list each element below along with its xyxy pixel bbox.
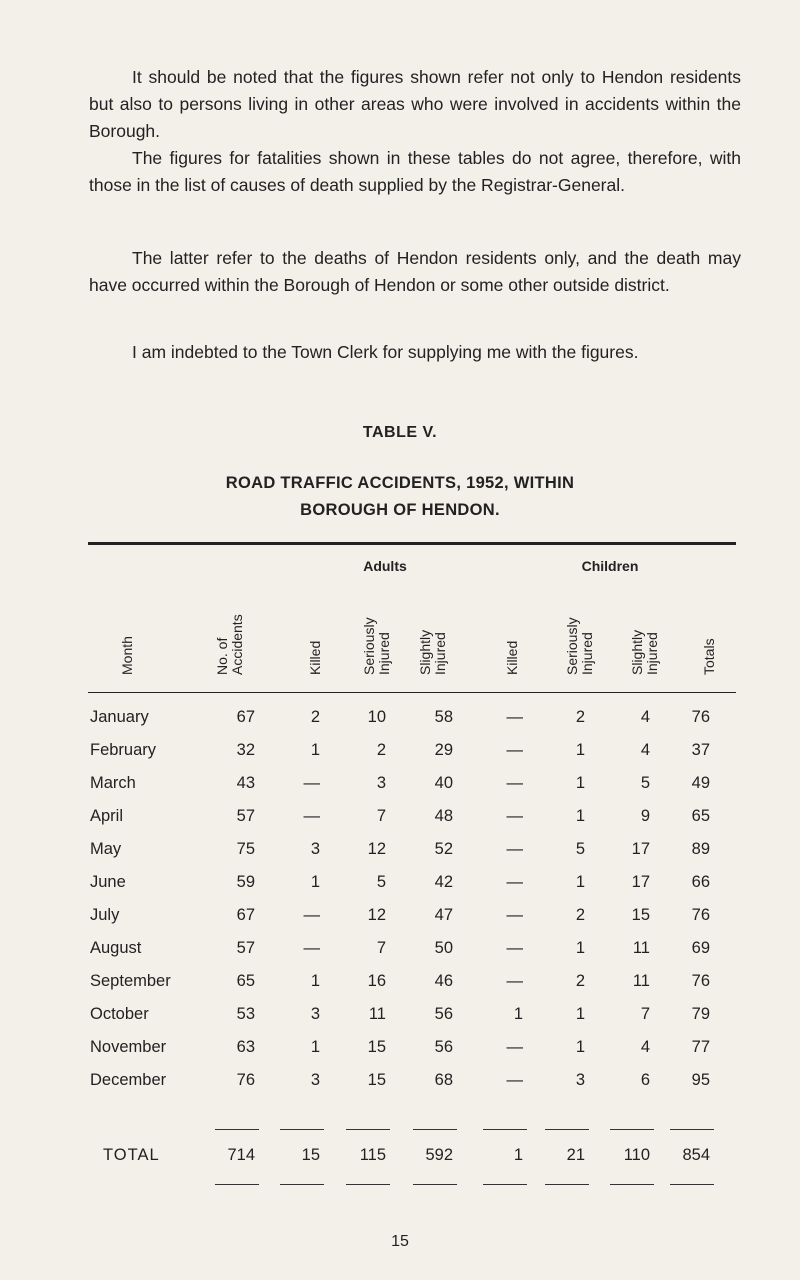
column-header: Month bbox=[119, 636, 135, 675]
group-adults: Adults bbox=[363, 558, 407, 574]
table-cell: 42 bbox=[434, 873, 453, 891]
table-cell: 32 bbox=[236, 741, 255, 759]
total-rule bbox=[280, 1129, 324, 1130]
row-month: July bbox=[90, 906, 120, 924]
total-rule bbox=[545, 1184, 589, 1185]
total-rule bbox=[346, 1129, 390, 1130]
table-cell: 11 bbox=[632, 972, 650, 990]
table-cell: 12 bbox=[367, 906, 386, 924]
column-header: Totals bbox=[701, 638, 717, 675]
table-cell: 48 bbox=[434, 807, 453, 825]
table-cell: 1 bbox=[310, 741, 320, 759]
table-cell: 37 bbox=[691, 741, 710, 759]
table-cell: 3 bbox=[310, 1005, 320, 1023]
paragraph-4: I am indebted to the Town Clerk for supplying me with the figures. bbox=[132, 342, 639, 362]
table-cell: 10 bbox=[367, 708, 386, 726]
table-cell: 7 bbox=[376, 807, 386, 825]
table-cell: 4 bbox=[640, 741, 650, 759]
table-cell: 46 bbox=[434, 972, 453, 990]
table-cell: 11 bbox=[368, 1005, 386, 1023]
group-children: Children bbox=[581, 558, 639, 574]
table-cell: 57 bbox=[236, 939, 255, 957]
table-cell: 1 bbox=[575, 1038, 585, 1056]
table-cell: 29 bbox=[434, 741, 453, 759]
table-title: TABLE V. bbox=[362, 424, 438, 441]
table-cell: 3 bbox=[376, 774, 386, 792]
table-cell: 2 bbox=[376, 741, 386, 759]
table-cell: 7 bbox=[640, 1005, 650, 1023]
table-cell: 1 bbox=[575, 741, 585, 759]
total-cell: 110 bbox=[623, 1146, 650, 1164]
table-cell: 12 bbox=[367, 840, 386, 858]
table-cell: — bbox=[303, 906, 320, 924]
table-cell: 2 bbox=[575, 906, 585, 924]
row-month: March bbox=[90, 774, 136, 792]
table-cell: 75 bbox=[236, 840, 255, 858]
table-cell: 76 bbox=[691, 906, 710, 924]
table-cell: 5 bbox=[640, 774, 650, 792]
table-cell: 4 bbox=[640, 708, 650, 726]
row-month: October bbox=[90, 1005, 149, 1023]
row-month: August bbox=[90, 939, 142, 957]
table-cell: 3 bbox=[310, 840, 320, 858]
table-cell: 16 bbox=[367, 972, 386, 990]
table-cell: 58 bbox=[434, 708, 453, 726]
table-cell: 89 bbox=[691, 840, 710, 858]
total-cell: 21 bbox=[566, 1146, 585, 1164]
table-cell: 1 bbox=[310, 972, 320, 990]
paragraph-3: The latter refer to the deaths of Hendon residents only, and the death may have occurred within the Borough of Hendon or some other outside district. bbox=[89, 248, 741, 295]
column-header: No. of Accidents bbox=[214, 614, 245, 675]
total-cell: 592 bbox=[425, 1146, 453, 1164]
table-cell: 7 bbox=[376, 939, 386, 957]
table-cell: — bbox=[303, 939, 320, 957]
table-cell: 1 bbox=[575, 1005, 585, 1023]
total-cell: 115 bbox=[359, 1146, 386, 1164]
table-cell: 56 bbox=[434, 1038, 453, 1056]
table-cell: 67 bbox=[236, 708, 255, 726]
total-rule bbox=[280, 1184, 324, 1185]
table-cell: 76 bbox=[691, 972, 710, 990]
table-cell: 9 bbox=[640, 807, 650, 825]
table-cell: 5 bbox=[376, 873, 386, 891]
total-rule bbox=[545, 1129, 589, 1130]
total-rule bbox=[413, 1184, 457, 1185]
table-cell: — bbox=[506, 741, 523, 759]
table-cell: — bbox=[303, 807, 320, 825]
table-cell: 3 bbox=[575, 1071, 585, 1089]
table-cell: 68 bbox=[434, 1071, 453, 1089]
total-rule bbox=[346, 1184, 390, 1185]
row-month: September bbox=[90, 972, 171, 990]
table-cell: — bbox=[506, 840, 523, 858]
row-month: November bbox=[90, 1038, 167, 1056]
total-cell: 1 bbox=[513, 1146, 523, 1164]
table-cell: 49 bbox=[691, 774, 710, 792]
table-cell: 67 bbox=[236, 906, 255, 924]
table-cell: 4 bbox=[640, 1038, 650, 1056]
table-cell: 76 bbox=[236, 1071, 255, 1089]
table-cell: 6 bbox=[640, 1071, 650, 1089]
table-cell: 50 bbox=[434, 939, 453, 957]
table-cell: 52 bbox=[434, 840, 453, 858]
total-cell: 854 bbox=[682, 1146, 710, 1164]
table-cell: 15 bbox=[631, 906, 650, 924]
table-cell: 65 bbox=[236, 972, 255, 990]
header-bottom-rule bbox=[88, 692, 736, 693]
table-cell: 2 bbox=[575, 708, 585, 726]
table-cell: 40 bbox=[434, 774, 453, 792]
table-cell: 66 bbox=[691, 873, 710, 891]
total-rule bbox=[215, 1184, 259, 1185]
total-cell: 15 bbox=[301, 1146, 320, 1164]
table-cell: — bbox=[506, 939, 523, 957]
column-header: Seriously Injured bbox=[564, 617, 595, 675]
table-cell: 3 bbox=[310, 1071, 320, 1089]
table-cell: — bbox=[506, 1038, 523, 1056]
total-rule bbox=[610, 1129, 654, 1130]
table-cell: — bbox=[506, 807, 523, 825]
table-cell: — bbox=[506, 972, 523, 990]
table-cell: 43 bbox=[236, 774, 255, 792]
table-cell: 47 bbox=[434, 906, 453, 924]
table-cell: 1 bbox=[575, 807, 585, 825]
table-cell: 1 bbox=[310, 873, 320, 891]
table-cell: — bbox=[506, 1071, 523, 1089]
total-rule bbox=[483, 1184, 527, 1185]
table-cell: 5 bbox=[575, 840, 585, 858]
table-cell: 53 bbox=[236, 1005, 255, 1023]
total-rule bbox=[670, 1129, 714, 1130]
table-cell: 1 bbox=[513, 1005, 523, 1023]
table-cell: — bbox=[506, 873, 523, 891]
table-subtitle: ROAD TRAFFIC ACCIDENTS, 1952, WITHIN BOROUGH OF HENDON. bbox=[225, 474, 575, 519]
table-cell: 95 bbox=[691, 1071, 710, 1089]
total-rule bbox=[413, 1129, 457, 1130]
total-cell: 714 bbox=[227, 1146, 255, 1164]
row-month: February bbox=[90, 741, 157, 759]
column-header: Seriously Injured bbox=[361, 617, 392, 675]
table-cell: 2 bbox=[575, 972, 585, 990]
table-cell: 1 bbox=[575, 774, 585, 792]
total-rule bbox=[215, 1129, 259, 1130]
total-rule bbox=[670, 1184, 714, 1185]
total-rule bbox=[610, 1184, 654, 1185]
table-cell: 69 bbox=[691, 939, 710, 957]
table-cell: 15 bbox=[367, 1071, 386, 1089]
column-header: Killed bbox=[307, 640, 323, 675]
row-month: January bbox=[90, 708, 149, 726]
table-cell: 57 bbox=[236, 807, 255, 825]
table-cell: 76 bbox=[691, 708, 710, 726]
row-month: December bbox=[90, 1071, 167, 1089]
row-month: April bbox=[90, 807, 124, 825]
page-number: 15 bbox=[391, 1233, 409, 1250]
table-cell: 2 bbox=[310, 708, 320, 726]
column-header: Slightly Injured bbox=[629, 629, 660, 675]
column-header: Slightly Injured bbox=[417, 629, 448, 675]
table-cell: 17 bbox=[631, 873, 650, 891]
table-cell: 1 bbox=[575, 873, 585, 891]
table-cell: — bbox=[506, 708, 523, 726]
table-cell: 15 bbox=[367, 1038, 386, 1056]
table-cell: — bbox=[506, 906, 523, 924]
paragraph-2: The figures for fatalities shown in these tables do not agree, therefore, with those in the list of causes of death supplied by the Registrar-General. bbox=[89, 148, 741, 195]
table-cell: 56 bbox=[434, 1005, 453, 1023]
table-cell: 1 bbox=[575, 939, 585, 957]
table-cell: 63 bbox=[236, 1038, 255, 1056]
total-rule bbox=[483, 1129, 527, 1130]
table-cell: 11 bbox=[632, 939, 650, 957]
table-cell: 79 bbox=[691, 1005, 710, 1023]
table-top-rule bbox=[88, 542, 736, 545]
row-month: June bbox=[90, 873, 126, 891]
total-label: TOTAL bbox=[103, 1146, 160, 1164]
table-cell: — bbox=[506, 774, 523, 792]
table-cell: 65 bbox=[691, 807, 710, 825]
paragraph-1: It should be noted that the figures shown refer not only to Hendon residents but also to persons living in other areas who were involved in accidents within the Borough. bbox=[89, 67, 741, 141]
table-cell: 77 bbox=[691, 1038, 710, 1056]
table-cell: 59 bbox=[236, 873, 255, 891]
table-cell: 1 bbox=[310, 1038, 320, 1056]
row-month: May bbox=[90, 840, 122, 858]
table-cell: 17 bbox=[631, 840, 650, 858]
column-header: Killed bbox=[504, 640, 520, 675]
table-cell: — bbox=[303, 774, 320, 792]
